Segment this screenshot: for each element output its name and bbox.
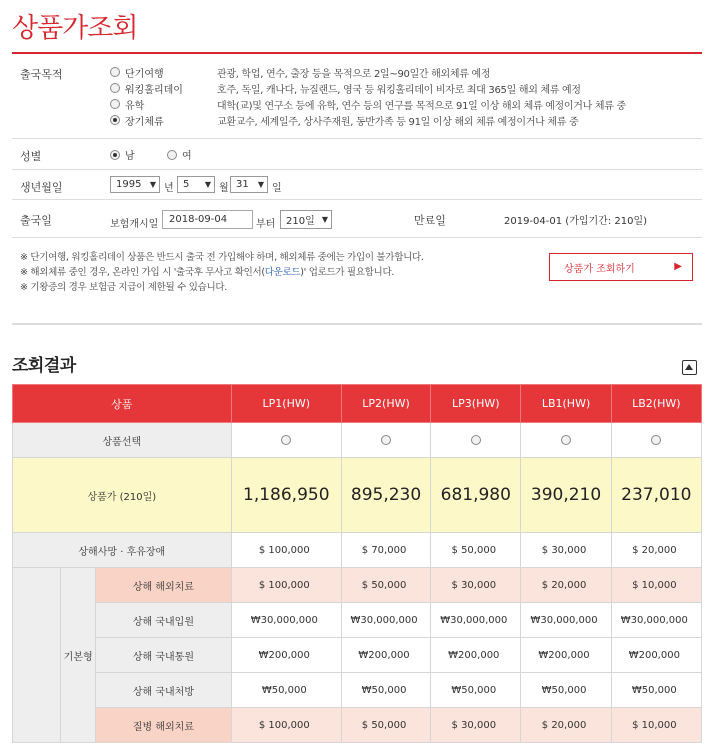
price-cell: 681,980 [431,458,521,533]
radio-icon[interactable] [381,435,391,445]
chevron-down-icon: ▼ [321,215,328,224]
gender-option-female[interactable] [167,147,192,162]
chevron-down-icon: ▼ [257,180,264,189]
play-arrow-icon: ▶ [674,261,682,272]
chevron-down-icon: ▼ [149,180,156,189]
plan-radio-cell[interactable] [341,423,430,458]
purpose-option-study-abroad[interactable] [110,96,626,112]
radio-icon[interactable] [281,435,291,445]
table-row [13,568,702,603]
coverage-cell: $ 100,000 [231,533,341,568]
price-cell: 895,230 [341,458,430,533]
coverage-cell: $ 10,000 [611,568,701,603]
purpose-option-working-holiday[interactable] [110,80,581,96]
coverage-cell: $ 50,000 [431,533,521,568]
table-row [13,638,702,673]
coverage-cell: ₩50,000 [431,673,521,708]
purpose-option-desc: 호주, 독일, 캐나다, 뉴질랜드, 영국 등 워킹홀리데이 비자로 최대 365일 해외 체류 예정 [217,84,581,96]
coverage-cell: ₩30,000,000 [611,603,701,638]
radio-selected-icon[interactable] [110,150,120,160]
notice-text: )' 업로드가 필요합니다. [300,267,395,278]
header-plan: LP3(HW) [431,385,521,423]
purpose-option-long-stay[interactable] [110,112,578,128]
purpose-option-desc: 교환교수, 세계일주, 상사주재원, 동반가족 등 91일 이상 해외 체류 예정이거나 체류 중 [217,116,579,128]
purpose-option-name: 유학 [125,100,145,112]
birth-month-select[interactable] [177,176,215,193]
collapse-icon[interactable] [682,360,697,375]
coverage-cell: ₩200,000 [341,638,430,673]
birth-year-value: 1995 [116,179,142,190]
row-label: 상해사망 · 후유장애 [13,533,232,568]
birth-month-value: 5 [183,179,190,190]
header-plan: LB1(HW) [521,385,611,423]
calc-price-button[interactable] [549,253,693,281]
coverage-cell: $ 50,000 [341,708,430,743]
plan-radio-cell[interactable] [231,423,341,458]
coverage-cell: ₩200,000 [611,638,701,673]
coverage-cell: ₩50,000 [341,673,430,708]
purpose-option-name: 워킹홀리데이 [125,84,183,96]
purpose-option-name: 장기체류 [125,116,164,128]
coverage-cell: ₩200,000 [231,638,341,673]
row-label: 상해 국내입원 [96,603,231,638]
coverage-cell: $ 100,000 [231,568,341,603]
radio-icon[interactable] [471,435,481,445]
gender-option-label: 남 [125,151,135,162]
notice-text: ※ 해외체류 중인 경우, 온라인 가입 시 '출국후 무사고 확인서( [20,267,265,278]
purpose-label: 출국목적 [20,68,63,81]
duration-value: 210일 [286,216,315,227]
coverage-cell: $ 70,000 [341,533,430,568]
table-row-death [13,533,702,568]
coverage-cell: ₩30,000,000 [341,603,430,638]
header-plan: LP2(HW) [341,385,430,423]
notice-item [20,265,424,280]
table-row-select [13,423,702,458]
row-group-blank [13,568,61,743]
calc-price-label: 상품가 조회하기 [564,263,635,275]
coverage-cell: $ 100,000 [231,708,341,743]
end-date-value: 2019-04-01 (가입기간: 210일) [504,216,648,227]
coverage-cell: $ 30,000 [521,533,611,568]
year-unit: 년 [164,183,174,194]
coverage-cell: $ 10,000 [611,708,701,743]
day-unit: 일 [272,183,282,194]
departure-label: 출국일 [20,214,52,227]
birth-label: 생년월일 [20,181,63,194]
coverage-cell: ₩200,000 [431,638,521,673]
plan-radio-cell[interactable] [521,423,611,458]
download-link[interactable]: 다운로드 [264,267,301,278]
coverage-cell: $ 20,000 [611,533,701,568]
birth-row [12,170,702,200]
coverage-cell: $ 30,000 [431,708,521,743]
birth-year-select[interactable] [110,176,160,193]
coverage-cell: ₩50,000 [611,673,701,708]
row-label: 상품선택 [13,423,232,458]
gender-option-male[interactable] [110,147,135,162]
coverage-cell: ₩30,000,000 [521,603,611,638]
row-label: 상품가 (210일) [13,458,232,533]
row-group-label: 기본형 [61,568,96,743]
row-label: 상해 국내통원 [96,638,231,673]
start-date-value: 2018-09-04 [169,214,228,225]
month-unit: 월 [219,183,229,194]
purpose-option-short-trip[interactable] [110,64,490,80]
from-label: 부터 [256,219,276,230]
price-cell: 1,186,950 [231,458,341,533]
coverage-cell: ₩50,000 [521,673,611,708]
section-divider [12,323,702,325]
coverage-cell: $ 20,000 [521,708,611,743]
page-title: 상품가조회 [12,13,138,44]
price-cell: 237,010 [611,458,701,533]
chevron-down-icon: ▼ [204,180,211,189]
radio-selected-icon[interactable] [110,115,120,125]
table-row-price [13,458,702,533]
plan-radio-cell[interactable] [431,423,521,458]
birth-day-value: 31 [236,179,249,190]
coverage-cell: ₩50,000 [231,673,341,708]
price-cell: 390,210 [521,458,611,533]
radio-icon[interactable] [110,67,120,77]
notice-item: ※ 기왕증의 경우 보험금 지급이 제한될 수 있습니다. [20,282,227,293]
duration-select[interactable] [280,210,332,229]
table-row [13,603,702,638]
row-label: 질병 해외치료 [96,708,231,743]
coverage-cell: $ 50,000 [341,568,430,603]
coverage-cell: ₩30,000,000 [231,603,341,638]
gender-row [12,139,702,170]
radio-icon[interactable] [110,99,120,109]
row-label: 상해 해외치료 [96,568,231,603]
radio-icon[interactable] [167,150,177,160]
coverage-cell: ₩200,000 [521,638,611,673]
radio-icon[interactable] [110,83,120,93]
coverage-cell: $ 20,000 [521,568,611,603]
purpose-option-desc: 관광, 학업, 연수, 출장 등을 목적으로 2일~90일간 해외체류 예정 [217,68,491,80]
gender-label: 성별 [20,150,42,163]
purpose-row [12,54,702,139]
plan-radio-cell[interactable] [611,423,701,458]
gender-option-label: 여 [182,151,192,162]
header-plan: LP1(HW) [231,385,341,423]
notice-item: ※ 단기여행, 워킹홀리데이 상품은 반드시 출국 전 가입해야 하며, 해외체류 중에는 가입이 불가합니다. [20,252,424,263]
radio-icon[interactable] [651,435,661,445]
notice-list [20,250,424,295]
start-date-input[interactable] [162,210,253,229]
table-row [13,673,702,708]
coverage-cell: $ 30,000 [431,568,521,603]
table-header-row [13,385,702,423]
end-date-label: 만료일 [414,214,446,227]
coverage-cell: ₩30,000,000 [431,603,521,638]
radio-icon[interactable] [561,435,571,445]
table-row [13,708,702,743]
results-title: 조회결과 [12,356,76,376]
start-date-label: 보험개시일 [110,219,159,230]
birth-day-select[interactable] [230,176,268,193]
purpose-option-name: 단기여행 [125,68,164,80]
header-plan: LB2(HW) [611,385,701,423]
row-label: 상해 국내처방 [96,673,231,708]
departure-row [12,200,702,238]
purpose-option-desc: 대학(교)및 연구소 등에 유학, 연수 등의 연구를 목적으로 91일 이상 해외 체류 예정이거나 체류 중 [217,100,626,112]
results-table [12,384,702,743]
header-product: 상품 [13,385,232,423]
